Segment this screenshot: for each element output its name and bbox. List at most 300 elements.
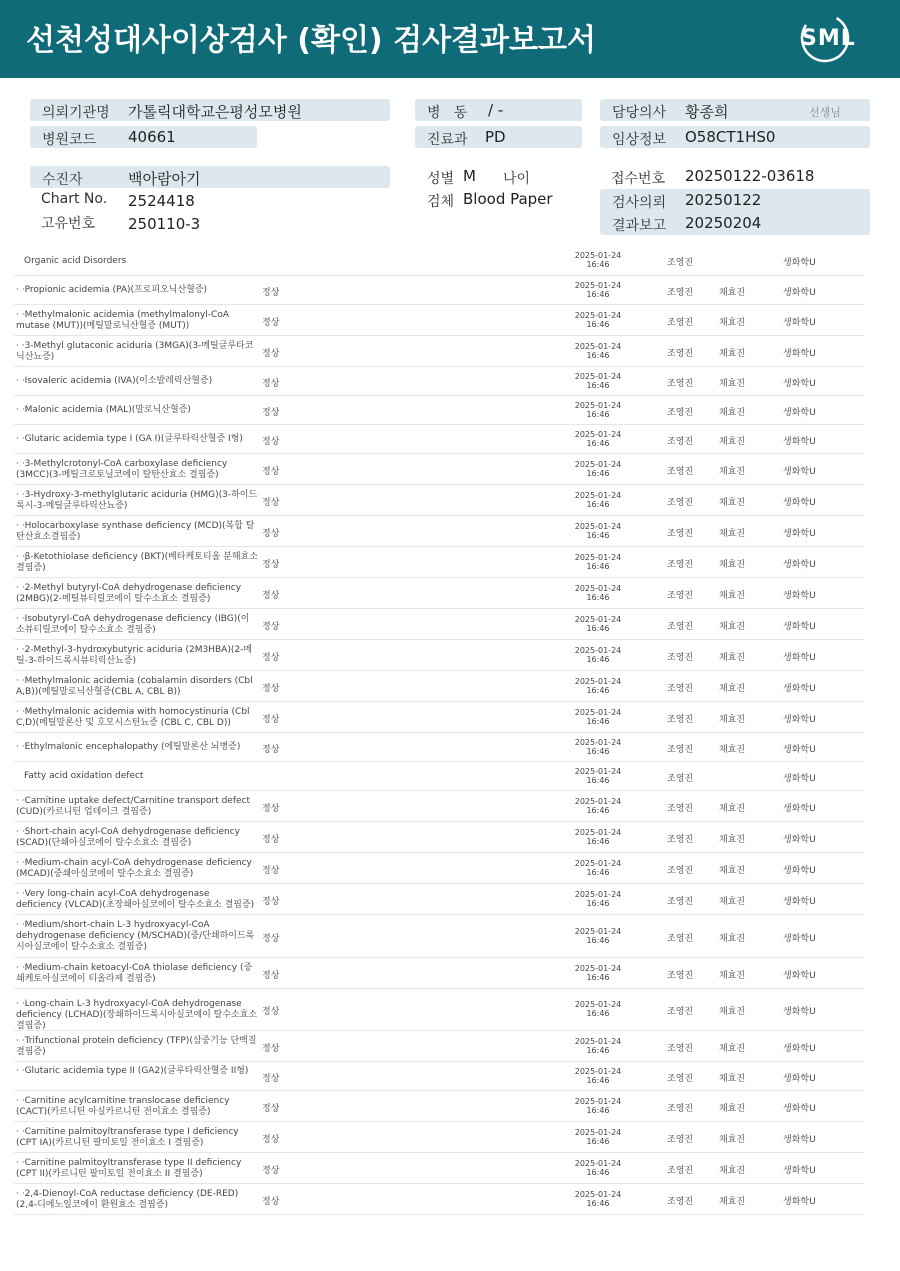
test-result: 정상 xyxy=(262,590,280,601)
department-unit: 생화학U xyxy=(783,1134,816,1145)
test-datetime xyxy=(570,251,626,269)
department-unit: 생화학U xyxy=(783,744,816,755)
tester-name: 조영진 xyxy=(667,1043,694,1054)
patient-field xyxy=(30,166,390,188)
test-date: 2025-01-24 xyxy=(574,796,622,806)
test-result: 정상 xyxy=(262,714,280,725)
test-name: · ·Methylmalonic acidemia with homocystinuria (Cbl C,D)(메틸말론산 및 호모시스틴뇨증 (CBL C, CBL D)) xyxy=(16,706,250,728)
verifier-name: 채효진 xyxy=(719,970,746,981)
department-unit: 생화학U xyxy=(783,407,816,418)
test-result: 정상 xyxy=(262,436,280,447)
test-date: 2025-01-24 xyxy=(574,889,622,899)
test-result: 정상 xyxy=(262,652,280,663)
test-result: 정상 xyxy=(262,896,280,907)
verifier-name: 채효진 xyxy=(719,1165,746,1176)
test-name: · ·Carnitine palmitoyltransferase type II deficiency (CPT II)(카르니틴 팔미토일 전이효소 II 결핍증) xyxy=(16,1157,242,1179)
test-datetime xyxy=(570,1097,626,1115)
test-name: · ·2-Methyl butyryl-CoA dehydrogenase deficiency (2MBG)(2-메틸뷰티릴코에이 탈수소효소 결핍증) xyxy=(16,582,242,604)
test-name: · ·Medium-chain acyl-CoA dehydrogenase deficiency (MCAD)(중쇄아실코에이 탈수소효소 결핍증) xyxy=(16,857,252,879)
department-unit: 생화학U xyxy=(783,1007,816,1017)
test-name: · ·3-Methyl glutaconic aciduria (3MGA)(3-메틸글루타코닉산뇨증) xyxy=(16,340,254,362)
verifier-name: 채효진 xyxy=(719,683,746,694)
test-time: 16:46 xyxy=(586,867,610,877)
test-result: 정상 xyxy=(262,933,280,944)
test-datetime xyxy=(570,797,626,815)
department-unit: 생화학U xyxy=(783,497,816,508)
tester-name: 조영진 xyxy=(667,497,694,508)
test-name: · ·Carnitine palmitoyltransferase type I deficiency (CPT IA)(카르니틴 팔미토일 전이효소 I 결핍증) xyxy=(16,1126,239,1148)
department-unit: 생화학U xyxy=(783,1043,816,1054)
department-unit: 생화학U xyxy=(783,258,816,268)
test-date: 2025-01-24 xyxy=(574,614,622,624)
test-name: · ·Glutaric acidemia type II (GA2)(글루타릭산혈증 II형) xyxy=(16,1065,249,1076)
test-datetime xyxy=(570,1067,626,1085)
tester-name: 조영진 xyxy=(667,317,694,328)
hospital-code-label: 병원코드 xyxy=(42,132,97,148)
institution-label: 의뢰기관명 xyxy=(42,105,110,121)
doctor-field xyxy=(600,99,870,121)
verifier-name: 채효진 xyxy=(719,865,746,876)
test-time: 16:46 xyxy=(586,654,610,664)
test-time: 16:46 xyxy=(586,898,610,908)
table-row xyxy=(14,1153,864,1184)
department-unit: 생화학U xyxy=(783,773,816,784)
tester-name: 조영진 xyxy=(667,348,694,359)
test-datetime xyxy=(570,767,626,785)
tester-name: 조영진 xyxy=(667,1165,694,1176)
tester-name: 조영진 xyxy=(667,378,694,389)
test-result: 정상 xyxy=(262,287,280,298)
department-unit: 생화학U xyxy=(783,970,816,981)
table-row xyxy=(14,1122,864,1153)
test-datetime xyxy=(570,491,626,509)
department-unit: 생화학U xyxy=(783,287,816,298)
tester-name: 조영진 xyxy=(667,621,694,632)
clinical-label: 임상정보 xyxy=(612,132,667,148)
test-datetime xyxy=(570,927,626,945)
department-unit: 생화학U xyxy=(783,896,816,907)
test-result: 정상 xyxy=(262,378,280,389)
test-datetime xyxy=(570,677,626,695)
clinical-value: O58CT1HS0 xyxy=(685,128,776,146)
test-name: · ·2,4-Dienoyl-CoA reductase deficiency (DE-RED)(2,4-디에노일코에이 환원효소 결핍증) xyxy=(16,1188,239,1210)
test-date: 2025-01-24 xyxy=(574,1066,622,1076)
test-date: 2025-01-24 xyxy=(574,963,622,973)
department-unit: 생화학U xyxy=(783,933,816,944)
table-row xyxy=(14,336,864,367)
test-name: · ·Propionic acidemia (PA)(프로피오닉산혈증) xyxy=(16,285,208,295)
verifier-name: 채효진 xyxy=(719,1007,746,1017)
test-name: · ·Methylmalonic acidemia (methylmalonyl-CoA mutase (MUT))(메틸말로닉산혈증 (MUT)) xyxy=(16,309,229,331)
table-row xyxy=(14,791,864,822)
test-date: 2025-01-24 xyxy=(574,552,622,562)
test-result: 정상 xyxy=(262,865,280,876)
verifier-name: 채효진 xyxy=(719,1043,746,1054)
department-unit: 생화학U xyxy=(783,466,816,477)
table-row xyxy=(14,671,864,702)
tester-name: 조영진 xyxy=(667,559,694,570)
tester-name: 조영진 xyxy=(667,1134,694,1145)
test-result: 정상 xyxy=(262,1007,280,1017)
test-time: 16:46 xyxy=(586,1198,610,1208)
header-bar xyxy=(0,0,900,78)
tester-name: 조영진 xyxy=(667,865,694,876)
table-row xyxy=(14,454,864,485)
test-date: 2025-01-24 xyxy=(574,521,622,531)
table-row xyxy=(14,276,864,305)
test-date: 2025-01-24 xyxy=(574,1096,622,1106)
department-unit: 생화학U xyxy=(783,436,816,447)
receipt-label: 접수번호 xyxy=(611,171,666,187)
table-row xyxy=(14,853,864,884)
verifier-name: 채효진 xyxy=(719,1103,746,1114)
table-row xyxy=(14,702,864,733)
table-row xyxy=(14,396,864,425)
test-datetime xyxy=(570,311,626,329)
tester-name: 조영진 xyxy=(667,834,694,845)
test-name: · ·β-Ketothiolase deficiency (BKT)(베타케토티올 분해효소 결핍증) xyxy=(16,551,258,573)
test-time: 16:46 xyxy=(586,746,610,756)
test-result: 정상 xyxy=(262,744,280,755)
verifier-name: 채효진 xyxy=(719,378,746,389)
test-date: 2025-01-24 xyxy=(574,459,622,469)
test-date: 2025-01-24 xyxy=(574,1158,622,1168)
test-result: 정상 xyxy=(262,970,280,981)
tester-name: 조영진 xyxy=(667,1103,694,1114)
ward-value: / - xyxy=(488,101,504,119)
tester-name: 조영진 xyxy=(667,714,694,725)
test-time: 16:46 xyxy=(586,805,610,815)
table-row xyxy=(14,915,864,958)
department-unit: 생화학U xyxy=(783,714,816,725)
test-result: 정상 xyxy=(262,834,280,845)
test-name: · ·Medium-chain ketoacyl-CoA thiolase deficiency (중쇄케토아실코에이 티올라제 결핍증) xyxy=(16,962,253,984)
tester-name: 조영진 xyxy=(667,1073,694,1084)
test-date: 2025-01-24 xyxy=(574,400,622,410)
test-time: 16:46 xyxy=(586,1075,610,1085)
test-time: 16:46 xyxy=(586,438,610,448)
hospital-code-value: 40661 xyxy=(128,128,176,146)
doctor-value: 황종희 xyxy=(685,103,729,121)
tester-name: 조영진 xyxy=(667,896,694,907)
test-time: 16:46 xyxy=(586,716,610,726)
test-name: Organic acid Disorders xyxy=(24,255,127,266)
test-name: · ·3-Hydroxy-3-methylglutaric aciduria (HMG)(3-하이드록시-3-메틸글루타릭산뇨증) xyxy=(16,489,258,511)
test-name: · ·Malonic acidemia (MAL)(말로닉산혈증) xyxy=(16,405,191,415)
section-header-row xyxy=(14,246,864,276)
test-name: · ·Trifunctional protein deficiency (TFP)(삼중기능 단백질 결핍증) xyxy=(16,1035,257,1057)
test-name: · ·3-Methylcrotonyl-CoA carboxylase deficiency (3MCC)(3-메틸크로토닐코에이 탈탄산효소 결핍증) xyxy=(16,458,228,480)
tester-name: 조영진 xyxy=(667,652,694,663)
test-date: 2025-01-24 xyxy=(574,676,622,686)
test-datetime xyxy=(570,1128,626,1146)
table-row xyxy=(14,958,864,989)
test-name: · ·Short-chain acyl-CoA dehydrogenase deficiency (SCAD)(단쇄아실코에이 탈수소효소 결핍증) xyxy=(16,826,241,848)
test-result: 정상 xyxy=(262,348,280,359)
chart-no-value: 2524418 xyxy=(128,192,195,210)
verifier-name: 채효진 xyxy=(719,1196,746,1207)
test-datetime xyxy=(570,553,626,571)
department-unit: 생화학U xyxy=(783,1103,816,1114)
test-date: 2025-01-24 xyxy=(574,827,622,837)
test-name: · ·Holocarboxylase synthase deficiency (MCD)(복합 탈탄산효소결핍증) xyxy=(16,520,255,542)
department-field xyxy=(415,126,582,148)
test-time: 16:46 xyxy=(586,260,610,269)
test-date: 2025-01-24 xyxy=(574,251,622,260)
test-result: 정상 xyxy=(262,1196,280,1207)
test-result: 정상 xyxy=(262,466,280,477)
patient-value: 백아람아기 xyxy=(128,170,201,188)
tester-name: 조영진 xyxy=(667,933,694,944)
department-unit: 생화학U xyxy=(783,621,816,632)
verifier-name: 채효진 xyxy=(719,652,746,663)
tester-name: 조영진 xyxy=(667,1196,694,1207)
specimen-label: 검체 xyxy=(427,194,455,210)
tester-name: 조영진 xyxy=(667,683,694,694)
section-header-row xyxy=(14,762,864,791)
chart-no-label: Chart No. xyxy=(41,191,108,207)
verifier-name: 채효진 xyxy=(719,317,746,328)
table-row xyxy=(14,1184,864,1215)
tester-name: 조영진 xyxy=(667,466,694,477)
test-time: 16:46 xyxy=(586,1167,610,1177)
test-date: 2025-01-24 xyxy=(574,707,622,717)
verifier-name: 채효진 xyxy=(719,834,746,845)
test-datetime xyxy=(570,708,626,726)
tester-name: 조영진 xyxy=(667,773,694,784)
table-row xyxy=(14,578,864,609)
tester-name: 조영진 xyxy=(667,287,694,298)
test-name: · ·Carnitine uptake defect/Carnitine transport defect (CUD)(카르니틴 업테이크 결핍증) xyxy=(16,795,251,817)
test-name: · ·Long-chain L-3 hydroxyacyl-CoA dehydrogenase deficiency (LCHAD)(장쇄하이드록시아실코에이 탈수소효소 결핍증) xyxy=(16,999,258,1031)
test-datetime xyxy=(570,342,626,360)
table-row xyxy=(14,1091,864,1122)
test-result: 정상 xyxy=(262,559,280,570)
hospital-code-field xyxy=(30,126,257,148)
unique-no-value: 250110-3 xyxy=(128,215,201,233)
results-table xyxy=(14,246,864,1215)
test-date: 2025-01-24 xyxy=(574,737,622,747)
test-date: 2025-01-24 xyxy=(574,1036,622,1046)
test-datetime xyxy=(570,964,626,982)
department-unit: 생화학U xyxy=(783,683,816,694)
test-time: 16:46 xyxy=(586,319,610,329)
test-time: 16:46 xyxy=(586,350,610,360)
test-result: 정상 xyxy=(262,803,280,814)
test-datetime xyxy=(570,1037,626,1055)
clinical-info-field xyxy=(600,126,870,148)
department-unit: 생화학U xyxy=(783,317,816,328)
test-date: 2025-01-24 xyxy=(574,429,622,439)
tester-name: 조영진 xyxy=(667,803,694,814)
request-value: 20250122 xyxy=(685,191,762,209)
verifier-name: 채효진 xyxy=(719,1073,746,1084)
test-date: 2025-01-24 xyxy=(574,645,622,655)
test-date: 2025-01-24 xyxy=(574,310,622,320)
doctor-label: 담당의사 xyxy=(612,105,667,121)
table-row xyxy=(14,733,864,762)
test-datetime xyxy=(570,890,626,908)
verifier-name: 채효진 xyxy=(719,896,746,907)
test-datetime xyxy=(570,646,626,664)
test-date: 2025-01-24 xyxy=(574,371,622,381)
test-name: · ·Methylmalonic acidemia (cobalamin disorders (Cbl A,B))(메틸말로닉산혈증(CBL A, CBL B)) xyxy=(16,675,253,697)
table-row xyxy=(14,485,864,516)
test-name: · ·Carnitine acylcarnitine translocase deficiency (CACT)(카르니틴 아실카르니틴 전이효소 결핍증) xyxy=(16,1095,230,1117)
test-time: 16:46 xyxy=(586,685,610,695)
verifier-name: 채효진 xyxy=(719,621,746,632)
verifier-name: 채효진 xyxy=(719,466,746,477)
department-unit: 생화학U xyxy=(783,559,816,570)
test-datetime xyxy=(570,460,626,478)
test-datetime xyxy=(570,615,626,633)
test-time: 16:46 xyxy=(586,935,610,945)
test-datetime xyxy=(570,1190,626,1208)
test-result: 정상 xyxy=(262,317,280,328)
department-unit: 생화학U xyxy=(783,1196,816,1207)
test-datetime xyxy=(570,522,626,540)
test-time: 16:46 xyxy=(586,289,610,299)
test-result: 정상 xyxy=(262,407,280,418)
test-name: · ·Glutaric acidemia type I (GA I)(글루타릭산혈증 I형) xyxy=(16,434,243,444)
test-datetime xyxy=(570,738,626,756)
institution-value: 가톨릭대학교은평성모병원 xyxy=(128,103,302,121)
test-name: · ·Very long-chain acyl-CoA dehydrogenase deficiency (VLCAD)(초장쇄아실코에이 탈수소효소 결핍증) xyxy=(16,888,255,910)
verifier-name: 채효진 xyxy=(719,348,746,359)
test-name: · ·Isovaleric acidemia (IVA)(이소발레릭산혈증) xyxy=(16,376,213,386)
department-unit: 생화학U xyxy=(783,1165,816,1176)
receipt-value: 20250122-03618 xyxy=(685,167,815,185)
test-date: 2025-01-24 xyxy=(574,490,622,500)
test-date: 2025-01-24 xyxy=(574,583,622,593)
verifier-name: 채효진 xyxy=(719,803,746,814)
table-row xyxy=(14,640,864,671)
verifier-name: 채효진 xyxy=(719,1134,746,1145)
test-time: 16:46 xyxy=(586,409,610,419)
department-unit: 생화학U xyxy=(783,834,816,845)
verifier-name: 채효진 xyxy=(719,287,746,298)
test-result: 정상 xyxy=(262,1073,280,1084)
test-time: 16:46 xyxy=(586,499,610,509)
test-result: 정상 xyxy=(262,1134,280,1145)
test-result: 정상 xyxy=(262,528,280,539)
test-datetime xyxy=(570,584,626,602)
patient-label: 수진자 xyxy=(42,172,83,188)
sex-label: 성별 xyxy=(427,171,455,187)
test-datetime xyxy=(570,1000,626,1018)
test-time: 16:46 xyxy=(586,972,610,982)
department-unit: 생화학U xyxy=(783,590,816,601)
test-time: 16:46 xyxy=(586,623,610,633)
table-row xyxy=(14,884,864,915)
tester-name: 조영진 xyxy=(667,258,694,268)
ward-label: 병 동 xyxy=(427,105,468,121)
report-label: 결과보고 xyxy=(612,218,667,234)
test-datetime xyxy=(570,430,626,448)
request-label: 검사의뢰 xyxy=(612,195,667,211)
department-unit: 생화학U xyxy=(783,652,816,663)
table-row xyxy=(14,1062,864,1091)
table-row xyxy=(14,609,864,640)
test-result: 정상 xyxy=(262,1103,280,1114)
verifier-name: 채효진 xyxy=(719,590,746,601)
test-name: · ·Isobutyryl-CoA dehydrogenase deficiency (IBG)(이소뷰티릴코에이 탈수소효소 결핍증) xyxy=(16,613,250,635)
verifier-name: 채효진 xyxy=(719,497,746,508)
test-time: 16:46 xyxy=(586,561,610,571)
tester-name: 조영진 xyxy=(667,528,694,539)
tester-name: 조영진 xyxy=(667,970,694,981)
test-result: 정상 xyxy=(262,497,280,508)
test-result: 정상 xyxy=(262,621,280,632)
tester-name: 조영진 xyxy=(667,1007,694,1017)
sex-value: M xyxy=(463,167,476,185)
test-result: 정상 xyxy=(262,683,280,694)
table-row xyxy=(14,516,864,547)
department-label: 진료과 xyxy=(427,132,468,148)
table-row xyxy=(14,1031,864,1062)
test-date: 2025-01-24 xyxy=(574,766,622,776)
test-date: 2025-01-24 xyxy=(574,1127,622,1137)
table-row xyxy=(14,425,864,454)
test-time: 16:46 xyxy=(586,530,610,540)
test-time: 16:46 xyxy=(586,592,610,602)
ward-field xyxy=(415,99,582,121)
verifier-name: 채효진 xyxy=(719,436,746,447)
test-time: 16:46 xyxy=(586,468,610,478)
institution-field xyxy=(30,99,390,121)
test-datetime xyxy=(570,401,626,419)
verifier-name: 채효진 xyxy=(719,528,746,539)
department-unit: 생화학U xyxy=(783,1073,816,1084)
test-name: · ·Medium/short-chain L-3 hydroxyacyl-CoA dehydrogenase deficiency (M/SCHAD)(중/단쇄하이드록시아실코에이 탈수소효소 결핍증) xyxy=(16,920,255,952)
verifier-name: 채효진 xyxy=(719,407,746,418)
department-value: PD xyxy=(485,128,506,146)
sml-logo xyxy=(795,12,857,64)
test-time: 16:46 xyxy=(586,836,610,846)
test-datetime xyxy=(570,828,626,846)
tester-name: 조영진 xyxy=(667,590,694,601)
logo-text: SML xyxy=(801,26,856,51)
test-name: Fatty acid oxidation defect xyxy=(24,771,144,781)
department-unit: 생화학U xyxy=(783,378,816,389)
table-row xyxy=(14,547,864,578)
test-time: 16:46 xyxy=(586,1045,610,1055)
verifier-name: 채효진 xyxy=(719,744,746,755)
test-datetime xyxy=(570,372,626,390)
test-time: 16:46 xyxy=(586,1136,610,1146)
report-value: 20250204 xyxy=(685,214,762,232)
test-result: 정상 xyxy=(262,1043,280,1054)
table-row xyxy=(14,305,864,336)
verifier-name: 채효진 xyxy=(719,714,746,725)
tester-name: 조영진 xyxy=(667,407,694,418)
verifier-name: 채효진 xyxy=(719,933,746,944)
test-date: 2025-01-24 xyxy=(574,926,622,936)
unique-no-label: 고유번호 xyxy=(41,216,96,232)
test-date: 2025-01-24 xyxy=(574,1000,622,1009)
test-result: 정상 xyxy=(262,1165,280,1176)
test-datetime xyxy=(570,1159,626,1177)
age-label: 나이 xyxy=(503,171,531,187)
test-time: 16:46 xyxy=(586,775,610,785)
doctor-suffix: 선생님 xyxy=(809,106,841,119)
tester-name: 조영진 xyxy=(667,436,694,447)
department-unit: 생화학U xyxy=(783,865,816,876)
table-row xyxy=(14,989,864,1031)
department-unit: 생화학U xyxy=(783,528,816,539)
department-unit: 생화학U xyxy=(783,348,816,359)
test-name: · ·2-Methyl-3-hydroxybutyric aciduria (2M3HBA)(2-메틸-3-하이드록시뷰티릭산뇨증) xyxy=(16,644,253,666)
